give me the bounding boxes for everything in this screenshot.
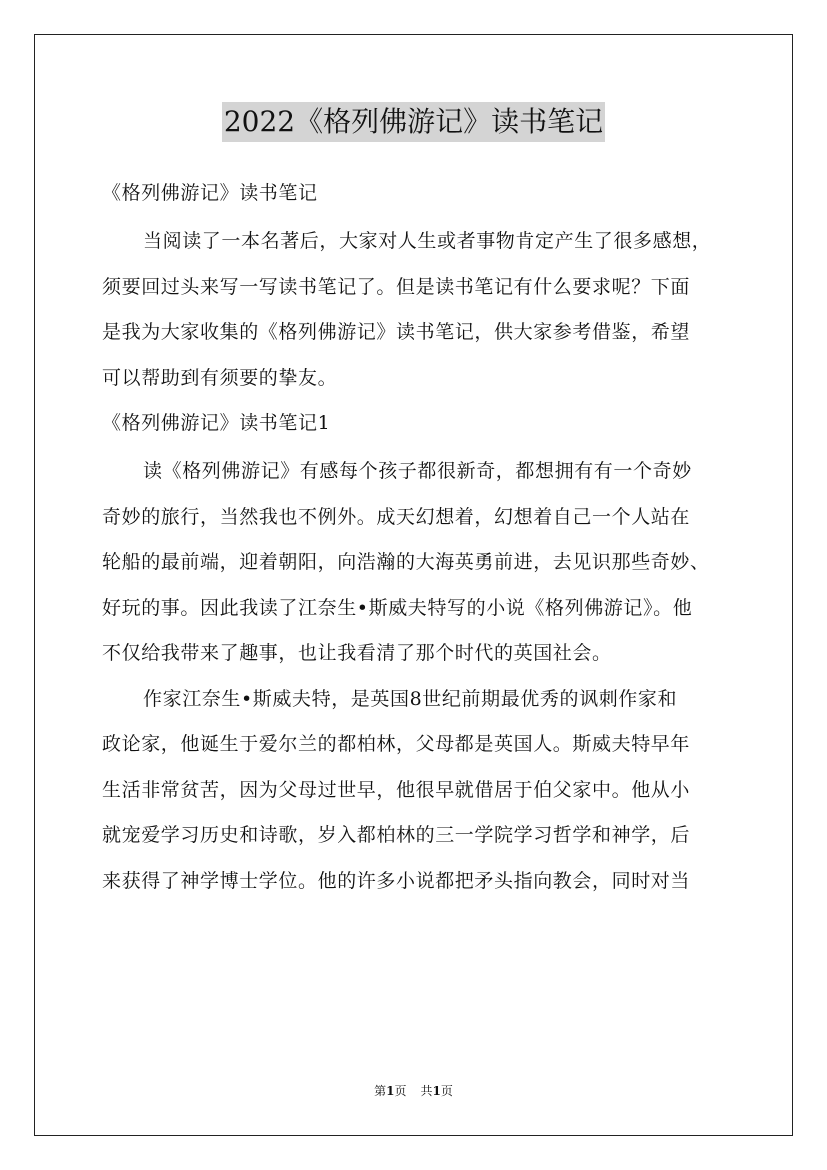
total-label-suffix: 页: [440, 1084, 453, 1098]
text-line: 就宠爱学习历史和诗歌，岁入都柏林的三一学院学习哲学和神学，后: [102, 824, 691, 846]
page-footer: [0, 1081, 827, 1101]
text-line: 须要回过头来写一写读书笔记了。但是读书笔记有什么要求呢？下面: [102, 275, 691, 298]
text-line: 不仅给我带来了趣事，也让我看清了那个时代的英国社会。: [102, 642, 612, 664]
text-line: 作家江奈生•斯威夫特，是英国8世纪前期最优秀的讽刺作家和: [143, 687, 678, 710]
document-title: 2022《格列佛游记》读书笔记: [222, 102, 605, 142]
text-line: 读《格列佛游记》有感每个孩子都很新奇，都想拥有有一个奇妙: [143, 460, 692, 482]
page-label-prefix: 第: [374, 1084, 387, 1098]
text-line: 当阅读了一本名著后，大家对人生或者事物肯定产生了很多感想，: [143, 230, 712, 252]
text-line: 轮船的最前端，迎着朝阳，向浩瀚的大海英勇前进，去见识那些奇妙、: [102, 551, 710, 573]
total-pages: 1: [432, 1084, 441, 1098]
title-container: [0, 102, 827, 142]
text-line: 政论家，他诞生于爱尔兰的都柏林，父母都是英国人。斯威夫特早年: [102, 733, 691, 755]
text-line: 来获得了神学博士学位。他的许多小说都把矛头指向教会，同时对当: [102, 869, 691, 892]
text-line: 是我为大家收集的《格列佛游记》读书笔记，供大家参考借鉴，希望: [102, 321, 691, 343]
page-label-suffix: 页: [394, 1084, 407, 1098]
text-line: 奇妙的旅行，当然我也不例外。成天幻想着，幻想着自己一个人站在: [102, 505, 691, 528]
text-line: 好玩的事。因此我读了江奈生•斯威夫特写的小说《格列佛游记》。他: [102, 596, 693, 619]
section-heading: 《格列佛游记》读书笔记1: [102, 412, 331, 434]
section-heading: 《格列佛游记》读书笔记: [102, 182, 318, 204]
total-label-prefix: 共: [420, 1084, 433, 1098]
text-line: 可以帮助到有须要的挚友。: [102, 366, 338, 389]
text-line: 生活非常贫苦，因为父母过世早，他很早就借居于伯父家中。他从小: [102, 778, 691, 801]
page-number: 1: [386, 1084, 395, 1098]
document-body: [102, 171, 742, 904]
